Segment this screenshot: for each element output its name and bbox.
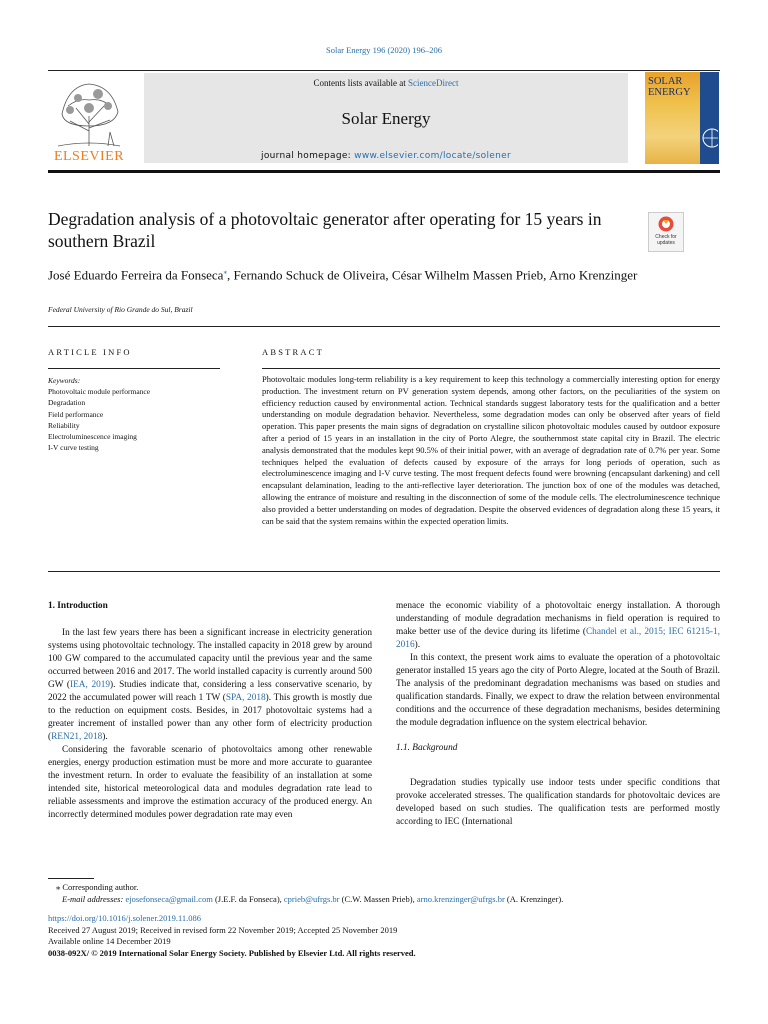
subsection-heading: 1.1. Background: [396, 743, 458, 753]
citation-link[interactable]: REN21, 2018: [51, 732, 103, 742]
paragraph: In the last few years there has been a significant increase in electricity generation systems using photovoltaic technology. The installed capacity in 2018 grew by around 100 GW compared to the accumulated capacity until the previous year and the same occurred between 2016 and 2017. The world installed capacity is currently around 500 GW (IEA, 2019). Studies indicate that, considering a less conservative scenario, by 2022 the accumulated power will reach 1 TW (SPA, 2018). This growth is mostly due to the reduction on equipment costs. Besides, in 2017 photovoltaic systems had a greater increment of installed power than any other form of electricity production (REN21, 2018).: [48, 628, 372, 742]
paragraph: Degradation studies typically use indoor tests under specific conditions that provoke accelerated stresses. The qualification standards for photovoltaic devices are developed based on such studies. The qualification tests are performed mostly according to IEC (International: [396, 778, 720, 827]
keyword: I-V curve testing: [48, 443, 99, 453]
sciencedirect-link[interactable]: ScienceDirect: [408, 78, 459, 88]
keywords: [48, 375, 220, 453]
divider: [48, 571, 720, 572]
keyword: Reliability: [48, 420, 80, 430]
keyword: Degradation: [48, 398, 86, 408]
keyword: Photovoltaic module performance: [48, 387, 151, 397]
journal-title: Solar Energy: [341, 109, 431, 128]
email-addresses: E-mail addresses: ejosefonseca@gmail.com (J.E.F. da Fonseca), cprieb@ufrgs.br (C.W. Massen Prieb), arno.krenzinger@ufrgs.br (A. Krenzinger).: [62, 893, 564, 904]
paragraph: In this context, the present work aims to evaluate the operation of a photovoltaic generator installed 15 years ago the city of Porto Alegre, located at the South of Brazil. The analysis of the predominant degradation mechanisms was based on studies and qualification standards. Finally, we expect to draw the relation between environmental conditions and the occurrence of these degradation mechanisms, besides determining the module degradation influence on the system electrical behavior.: [396, 653, 720, 728]
keywords-label: Keywords:: [48, 376, 81, 385]
received-dates: Received 27 August 2019; Received in revised form 22 November 2019; Accepted 25 November 2019: [48, 924, 398, 935]
paragraph: menace the economic viability of a photovoltaic energy installation. A thorough understanding of module degradation mechanisms in field operation is required to make better use of the device during its lifetime (Chandel et al., 2015; IEC 61215-1, 2016).: [396, 601, 720, 650]
header-rule-thick: [48, 170, 720, 173]
keyword: Electroluminescence imaging: [48, 432, 137, 442]
elsevier-wordmark: ELSEVIER: [53, 149, 125, 164]
crossmark-icon: [658, 216, 674, 232]
body-column-left: [48, 600, 372, 822]
header-rule: [48, 70, 720, 71]
citation-link[interactable]: IEA, 2019: [70, 680, 111, 690]
publication-meta: [48, 913, 720, 959]
abstract-text: Photovoltaic modules long-term reliability is a key requirement to keep this technology a commercially interesting option for energy production. The investment return on PV generation system depends, among other factors, on the peculiarities of the system on efficiency reduction caused by environmental action. Technical standards suggest laboratory tests for the qualification and a better understanding on module degradation behavior. Nevertheless, some degradation modes can only be observed after years of field operation. This paper presents the main signs of degradation on crystalline silicon photovoltaic modules caused by outdoor exposure after a period of 15 years in an installation in the city of Porto Alegre, the southernmost state capital city in Brazil. The electric analysis demonstrated that the modules kept 90.5% of their initial power, with an average of degradation rate of 0.7% per year. Some techniques helped the evaluation of defects caused by exposure of the arrays for long periods of operation, such as electroluminescence imaging and I-V curve testing. The most frequent defects found were browning (encapsulant darkening) and cell encapsulant delamination, leading to the anti-reflective layer deterioration. The junction box of one of the modules was detached, allowing the entrance of moisture and resulting in the disconnection of some of the module cells. The electroluminescence technique also provided a better understanding on modes of degradation. Despite the observed evidences of degradation along these 15 years, it can be said that the system remains within the expected operation limits.: [262, 374, 720, 526]
divider: [262, 368, 720, 369]
email-link[interactable]: arno.krenzinger@ufrgs.br: [416, 893, 505, 904]
keyword: Field performance: [48, 409, 104, 419]
divider: [48, 368, 220, 369]
crossmark-label: Check for updates: [655, 234, 677, 246]
cover-title: SOLAR ENERGY: [648, 76, 691, 98]
authors: José Eduardo Ferreira da Fonseca⁎, Fernando Schuck de Oliveira, César Wilhelm Massen Prieb, Arno Krenzinger: [48, 267, 638, 283]
citation-link[interactable]: Chandel et al., 2015; IEC 61215-1, 2016: [396, 627, 720, 650]
email-link[interactable]: ejosefonseca@gmail.com: [125, 893, 213, 904]
cover-globe-icon: [702, 118, 718, 158]
contents-line: Contents lists available at ScienceDirect: [313, 78, 459, 88]
paragraph: Considering the favorable scenario of photovoltaics among other renewable energies, energy production estimation must be more and more accurate to guarantee the investment return. In order to evaluate the feasibility of an installation at some intended site, historical meteorological data and modules degradation rate lead to reliable assessments and improve the estimation accuracy of the produced energy. An incorrectly determined modules power degradation rate may even: [48, 745, 372, 820]
affiliation: Federal University of Rio Grande do Sul, Brazil: [48, 305, 193, 314]
article-info-heading: ARTICLE INFO: [48, 347, 132, 357]
doi-link[interactable]: https://doi.org/10.1016/j.solener.2019.11.086: [48, 913, 201, 923]
homepage-link[interactable]: www.elsevier.com/locate/solener: [354, 151, 511, 161]
journal-homepage: journal homepage: www.elsevier.com/locate/solener: [261, 151, 511, 161]
footnotes: [48, 882, 720, 905]
email-link[interactable]: cprieb@ufrgs.br: [283, 893, 340, 904]
corresponding-note: ⁎ Corresponding author.: [56, 882, 139, 892]
divider: [48, 326, 720, 327]
crossmark-badge[interactable]: [648, 212, 684, 252]
footnote-rule: [48, 878, 94, 879]
corresponding-author-mark[interactable]: ⁎: [223, 268, 227, 276]
copyright: 0038-092X/ © 2019 International Solar Energy Society. Published by Elsevier Ltd. All rights reserved.: [48, 947, 416, 958]
paper-title: Degradation analysis of a photovoltaic generator after operating for 15 years in southern Brazil: [48, 209, 602, 251]
journal-reference[interactable]: Solar Energy 196 (2020) 196–206: [326, 45, 442, 55]
citation-link[interactable]: SPA, 2018: [225, 693, 266, 703]
section-heading: 1. Introduction: [48, 601, 108, 611]
abstract-heading: ABSTRACT: [262, 347, 324, 357]
available-online: Available online 14 December 2019: [48, 936, 171, 946]
body-column-right: [396, 600, 720, 829]
